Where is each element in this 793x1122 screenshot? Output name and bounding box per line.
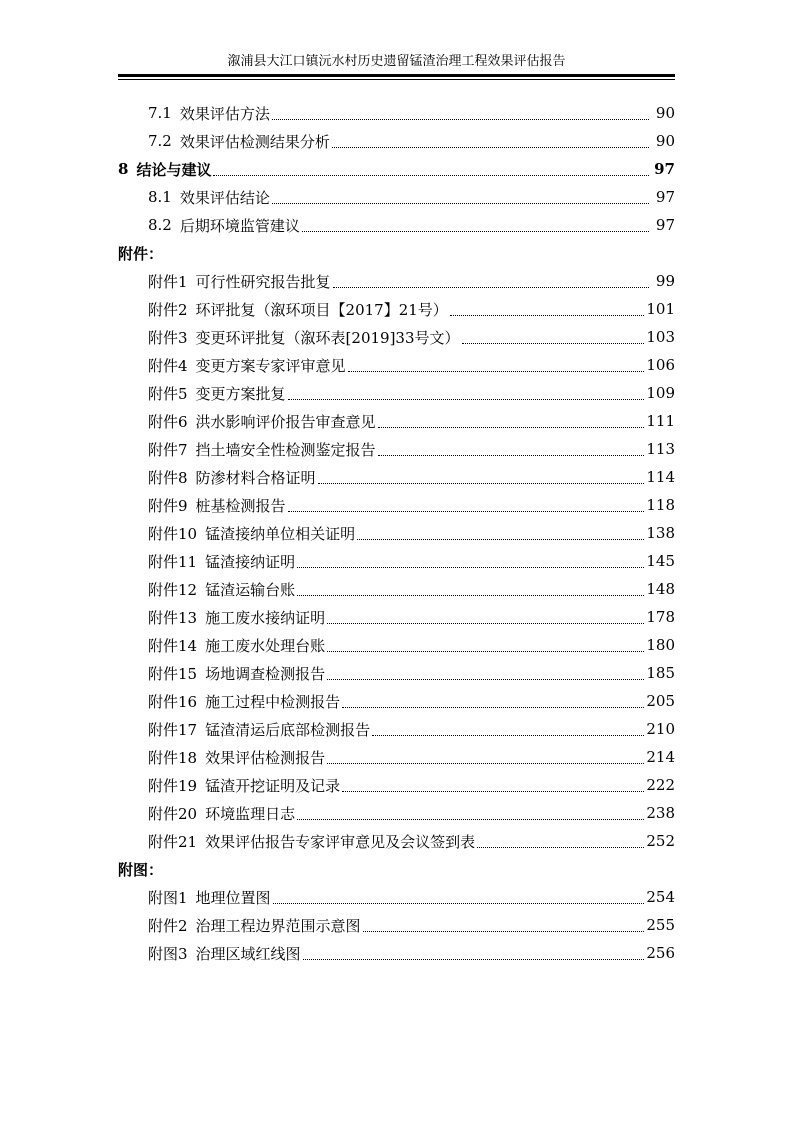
toc-entry[interactable] [118, 435, 675, 463]
toc-entry-page: 113 [646, 440, 675, 458]
toc-entry[interactable] [118, 519, 675, 547]
toc-entry-page: 180 [646, 636, 675, 654]
toc-entry-page: 90 [655, 104, 675, 122]
toc-entry[interactable] [118, 603, 675, 631]
toc-entry-number: 附件10 [148, 524, 198, 543]
toc-entry-number: 附件21 [148, 832, 198, 851]
toc-entry[interactable] [118, 771, 675, 799]
toc-entry-label: 锰渣运输台账 [205, 580, 296, 599]
attachments-list [118, 267, 675, 855]
toc-entry-page: 222 [646, 776, 675, 794]
toc-entry-page: 252 [646, 832, 675, 850]
toc-entry-page: 254 [646, 888, 675, 906]
toc-entry-page: 90 [655, 132, 675, 150]
toc-entry[interactable] [118, 323, 675, 351]
toc-entry-label: 效果评估检测报告 [205, 748, 326, 767]
dot-leader [327, 623, 644, 624]
dot-leader [327, 679, 644, 680]
toc-entry-page: 97 [655, 188, 675, 206]
toc-entry-number: 附件9 [148, 496, 188, 515]
toc-entry-label: 效果评估方法 [179, 104, 270, 123]
toc-entry-page: 111 [646, 412, 675, 430]
toc-entry-page: 185 [646, 664, 675, 682]
toc-entry-page: 114 [646, 468, 675, 486]
toc-entry-number: 8.2 [148, 216, 172, 234]
dot-leader [450, 315, 645, 316]
toc-entry-label: 防渗材料合格证明 [195, 468, 316, 487]
toc-entry-number: 附件3 [148, 328, 188, 347]
toc-entry[interactable] [118, 267, 675, 295]
dot-leader [302, 231, 649, 232]
toc-entry-label: 治理工程边界范围示意图 [195, 916, 361, 935]
toc-entry-number: 附件13 [148, 608, 198, 627]
toc-entry-label: 效果评估检测结果分析 [179, 132, 330, 151]
dot-leader [477, 847, 644, 848]
toc-entry-number: 8 [118, 160, 129, 178]
toc-entry-label: 挡土墙安全性检测鉴定报告 [195, 440, 376, 459]
toc-entry-label: 环境监理日志 [205, 804, 296, 823]
toc-entry-page: 148 [646, 580, 675, 598]
dot-leader [333, 287, 649, 288]
toc-entry-label: 锰渣接纳单位相关证明 [205, 524, 356, 543]
toc-entry-label: 效果评估报告专家评审意见及会议签到表 [205, 832, 476, 851]
toc-entry[interactable] [118, 631, 675, 659]
toc-entry[interactable] [118, 575, 675, 603]
toc-entry-label: 后期环境监管建议 [179, 216, 300, 235]
toc-entry-label: 场地调查检测报告 [205, 664, 326, 683]
dot-leader [378, 455, 645, 456]
toc-entry-page: 101 [646, 300, 675, 318]
toc-entry-page: 255 [646, 916, 675, 934]
toc-entry[interactable] [118, 491, 675, 519]
header-rule-thin [118, 79, 675, 80]
toc-entry-label: 锰渣开挖证明及记录 [205, 776, 341, 795]
toc-entry-page: 118 [646, 496, 675, 514]
toc-entry-page: 97 [654, 160, 675, 178]
toc-entry-number: 附件15 [148, 664, 198, 683]
toc-entry-label: 结论与建议 [136, 160, 212, 179]
toc-entry-page: 106 [646, 356, 675, 374]
toc-entry-label: 效果评估结论 [179, 188, 270, 207]
dot-leader [348, 371, 645, 372]
toc-entry-number: 附图3 [148, 944, 188, 963]
dot-leader [332, 147, 649, 148]
page-header: 溆浦县大江口镇沅水村历史遗留锰渣治理工程效果评估报告 [227, 54, 566, 69]
toc-entry-number: 附图1 [148, 888, 188, 907]
toc-entry-page: 238 [646, 804, 675, 822]
figures-heading: 附图： [118, 860, 164, 879]
toc-entry[interactable] [118, 99, 675, 127]
toc-entry[interactable] [118, 911, 675, 939]
dot-leader [288, 511, 645, 512]
toc-entry-label: 洪水影响评价报告审查意见 [195, 412, 376, 431]
toc-entry-page: 210 [646, 720, 675, 738]
dot-leader [288, 399, 645, 400]
dot-leader [462, 343, 645, 344]
toc-entry-label: 施工废水接纳证明 [205, 608, 326, 627]
toc-entry-label: 桩基检测报告 [195, 496, 286, 515]
dot-leader [297, 567, 644, 568]
toc-entry-number: 7.1 [148, 104, 172, 122]
toc-entry[interactable] [118, 799, 675, 827]
toc-entry[interactable] [118, 715, 675, 743]
toc-entry-label: 施工过程中检测报告 [205, 692, 341, 711]
toc-entry-label: 环评批复（溆环项目【2017】21号） [195, 300, 448, 319]
toc-entry[interactable] [118, 939, 675, 967]
toc-entry-page: 178 [646, 608, 675, 626]
dot-leader [297, 819, 644, 820]
toc-entry-number: 附件16 [148, 692, 198, 711]
toc-entry[interactable] [118, 547, 675, 575]
toc-entry-number: 附件8 [148, 468, 188, 487]
toc-entry-number: 附件11 [148, 552, 198, 571]
toc-entry-label: 可行性研究报告批复 [195, 272, 331, 291]
toc-entry[interactable] [118, 743, 675, 771]
toc-entry[interactable] [118, 183, 675, 211]
toc-entry-number: 附件5 [148, 384, 188, 403]
toc-entry-page: 205 [646, 692, 675, 710]
dot-leader [363, 931, 645, 932]
table-of-contents [118, 99, 675, 967]
toc-entry[interactable] [118, 463, 675, 491]
toc-entry-label: 施工废水处理台账 [205, 636, 326, 655]
toc-entry-number: 附件18 [148, 748, 198, 767]
toc-entry[interactable] [118, 659, 675, 687]
dot-leader [272, 119, 649, 120]
toc-entry-number: 附件7 [148, 440, 188, 459]
toc-entry-page: 214 [646, 748, 675, 766]
toc-entry-number: 附件12 [148, 580, 198, 599]
dot-leader [272, 203, 649, 204]
toc-entry-number: 8.1 [148, 188, 172, 206]
toc-entry-number: 附件1 [148, 272, 188, 291]
toc-entry-label: 变更方案批复 [195, 384, 286, 403]
dot-leader [378, 427, 645, 428]
toc-entry-number: 附件14 [148, 636, 198, 655]
toc-entry[interactable] [118, 379, 675, 407]
toc-entry-label: 治理区域红线图 [195, 944, 301, 963]
toc-entry[interactable] [118, 827, 675, 855]
toc-entry-page: 138 [646, 524, 675, 542]
dot-leader [372, 735, 644, 736]
dot-leader [342, 707, 644, 708]
toc-entry-number: 附件17 [148, 720, 198, 739]
dot-leader [297, 595, 644, 596]
dot-leader [357, 539, 644, 540]
toc-entry-number: 附件4 [148, 356, 188, 375]
toc-entry[interactable] [118, 407, 675, 435]
toc-entry-label: 变更方案专家评审意见 [195, 356, 346, 375]
dot-leader [273, 903, 645, 904]
toc-entry-number: 附件19 [148, 776, 198, 795]
figures-list [118, 883, 675, 967]
toc-entry-number: 附件2 [148, 300, 188, 319]
toc-entry-page: 103 [646, 328, 675, 346]
toc-entry-label: 变更环评批复（溆环表[2019]33号文） [195, 328, 460, 347]
toc-entry[interactable] [118, 127, 675, 155]
toc-entry[interactable] [118, 883, 675, 911]
toc-entry[interactable] [118, 211, 675, 239]
toc-entry[interactable] [118, 351, 675, 379]
header-rule-thick [118, 74, 675, 77]
dot-leader [318, 483, 645, 484]
toc-entry-number: 附件2 [148, 916, 188, 935]
toc-entry-number: 附件6 [148, 412, 188, 431]
dot-leader [327, 651, 644, 652]
toc-entry-page: 97 [655, 216, 675, 234]
dot-leader [342, 791, 644, 792]
toc-chapter-entry[interactable] [118, 155, 675, 183]
toc-entry-number: 7.2 [148, 132, 172, 150]
toc-entry[interactable] [118, 687, 675, 715]
toc-entry-label: 地理位置图 [195, 888, 271, 907]
toc-entry-page: 145 [646, 552, 675, 570]
toc-entry-label: 锰渣清运后底部检测报告 [205, 720, 371, 739]
toc-entry-page: 109 [646, 384, 675, 402]
toc-entry[interactable] [118, 295, 675, 323]
toc-entry-label: 锰渣接纳证明 [205, 552, 296, 571]
attachments-heading: 附件： [118, 244, 164, 263]
dot-leader [303, 959, 645, 960]
toc-entry-page: 99 [655, 272, 675, 290]
toc-entry-number: 附件20 [148, 804, 198, 823]
toc-entry-page: 256 [646, 944, 675, 962]
dot-leader [213, 175, 649, 176]
dot-leader [327, 763, 644, 764]
